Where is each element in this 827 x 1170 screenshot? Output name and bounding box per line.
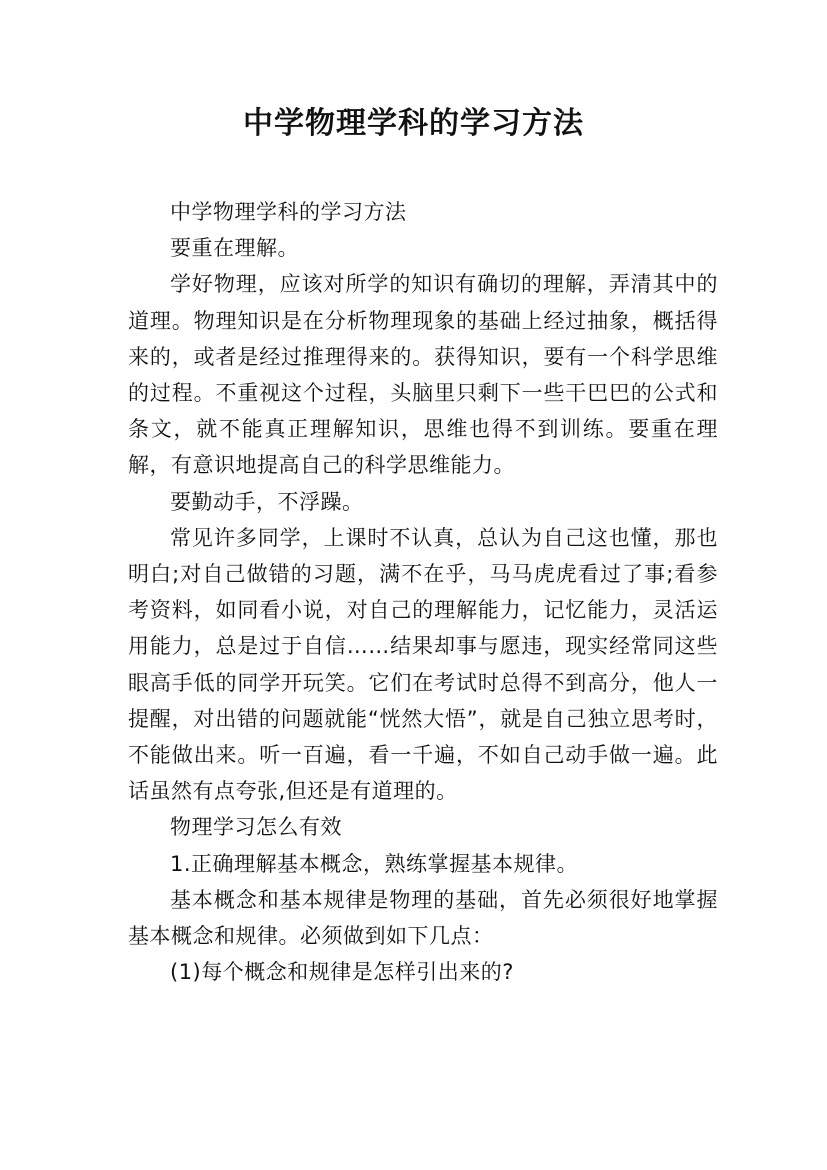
paragraph-subtitle: 中学物理学科的学习方法	[170, 200, 407, 224]
paragraph-subpoint-1: (1)每个概念和规律是怎样引出来的?	[170, 960, 514, 985]
paragraph-understanding: 学好物理，应该对所学的知识有确切的理解，弄清其中的道理。物理知识是在分析物理现象的基础上经过抽象，概括得来的，或者是经过推理得来的。获得知识，要有一个科学思维的过程。不重视这个过程，头脑里只剩下一些干巴巴的公式和条文，就不能真正理解知识，思维也得不到训练。要重在理解，有意识地提高自己的科学思维能力。	[128, 272, 718, 478]
paragraph-heading-practice: 要勤动手，不浮躁。	[170, 489, 364, 514]
paragraph-heading-understanding: 要重在理解。	[170, 236, 299, 261]
paragraph-practice: 常见许多同学，上课时不认真，总认为自己这也懂，那也明白;对自己做错的习题，满不在乎，马马虎虎看过了事;看参考资料，如同看小说，对自己的理解能力，记忆能力，灵活运用能力，总是过于自信……结果却事与愿违，现实经常同这些眼高手低的同学开玩笑。它们在考试时总得不到高分，他人一提醒，对出错的问题就能“恍然大悟”，就是自己独立思考时，不能做出来。听一百遍，看一千遍，不如自己动手做一遍。此话虽然有点夸张,但还是有道理的。	[128, 525, 718, 804]
document-body	[128, 194, 718, 990]
paragraph-point-1: 1.正确理解基本概念，熟练掌握基本规律。	[170, 851, 579, 876]
document-title: 中学物理学科的学习方法	[243, 106, 584, 141]
paragraph-basics: 基本概念和基本规律是物理的基础，首先必须很好地掌握基本概念和规律。必须做到如下几点：	[128, 887, 718, 949]
paragraph-heading-effective: 物理学习怎么有效	[170, 815, 342, 840]
